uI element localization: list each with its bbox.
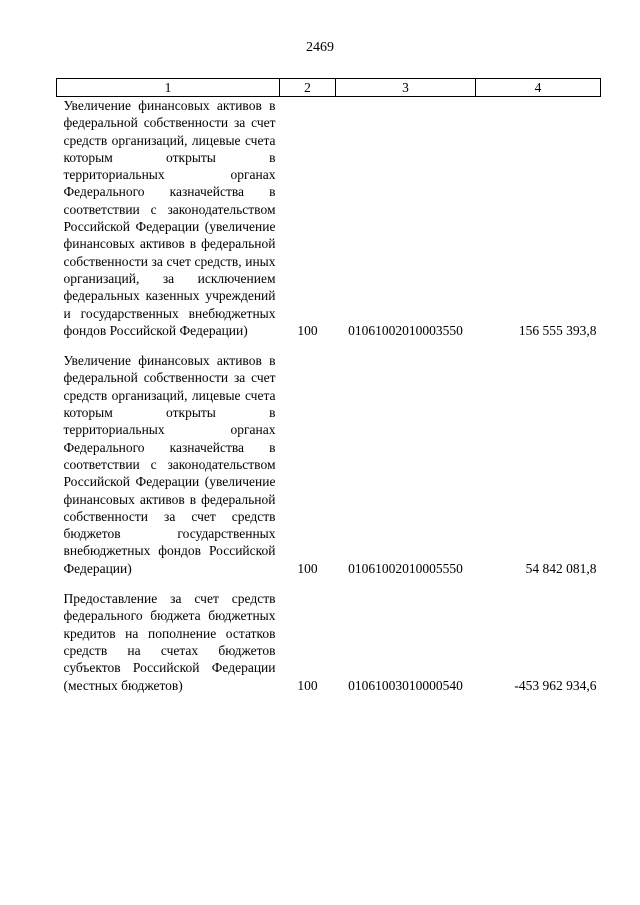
budget-table <box>56 78 601 694</box>
row-description: Увеличение финансовых активов в федеральной собственности за счет средств организаций, лицевые счета которым открыты в территориальных органах Федерального казначейства в соответствии с законодательством Российской Федерации (увеличение финансовых активов в федеральной собственности за счет средств бюджетов государственных внебюджетных фондов Российской Федерации) <box>63 353 276 576</box>
row-kbk: 01061002010003550 <box>348 322 463 338</box>
row-spacer <box>57 577 601 590</box>
row-description: Предоставление за счет средств федерального бюджета бюджетных кредитов на пополнение остатков средств на счетах бюджетов субъектов Российской Федерации (местных бюджетов) <box>63 591 276 693</box>
row-amount: 54 842 081,8 <box>525 560 597 576</box>
row-kbk: 01061003010000540 <box>348 677 463 693</box>
row-description: Увеличение финансовых активов в федеральной собственности за счет средств организаций, лицевые счета которым открыты в территориальных органах Федерального казначейства в соответствии с законодательством Российской Федерации (увеличение финансовых активов в федеральной собственности за счет средств, иных организаций, за исключением федеральных казенных учреждений и государственных внебюджетных фондов Российской Федерации) <box>63 98 276 338</box>
row-kbk: 01061002010005550 <box>348 560 463 576</box>
row-code: 100 <box>297 322 318 338</box>
row-code: 100 <box>297 677 318 693</box>
column-header-1: 1 <box>57 79 280 97</box>
column-header-2: 2 <box>280 79 336 97</box>
row-code: 100 <box>297 560 318 576</box>
table-header-row <box>57 79 601 97</box>
table-row <box>57 590 601 694</box>
column-header-4: 4 <box>476 79 601 97</box>
row-amount: -453 962 934,6 <box>514 677 597 693</box>
page-number: 2469 <box>306 40 334 55</box>
row-amount: 156 555 393,8 <box>518 322 597 338</box>
row-spacer <box>57 339 601 352</box>
table-row <box>57 97 601 340</box>
table-row <box>57 352 601 577</box>
column-header-3: 3 <box>336 79 476 97</box>
